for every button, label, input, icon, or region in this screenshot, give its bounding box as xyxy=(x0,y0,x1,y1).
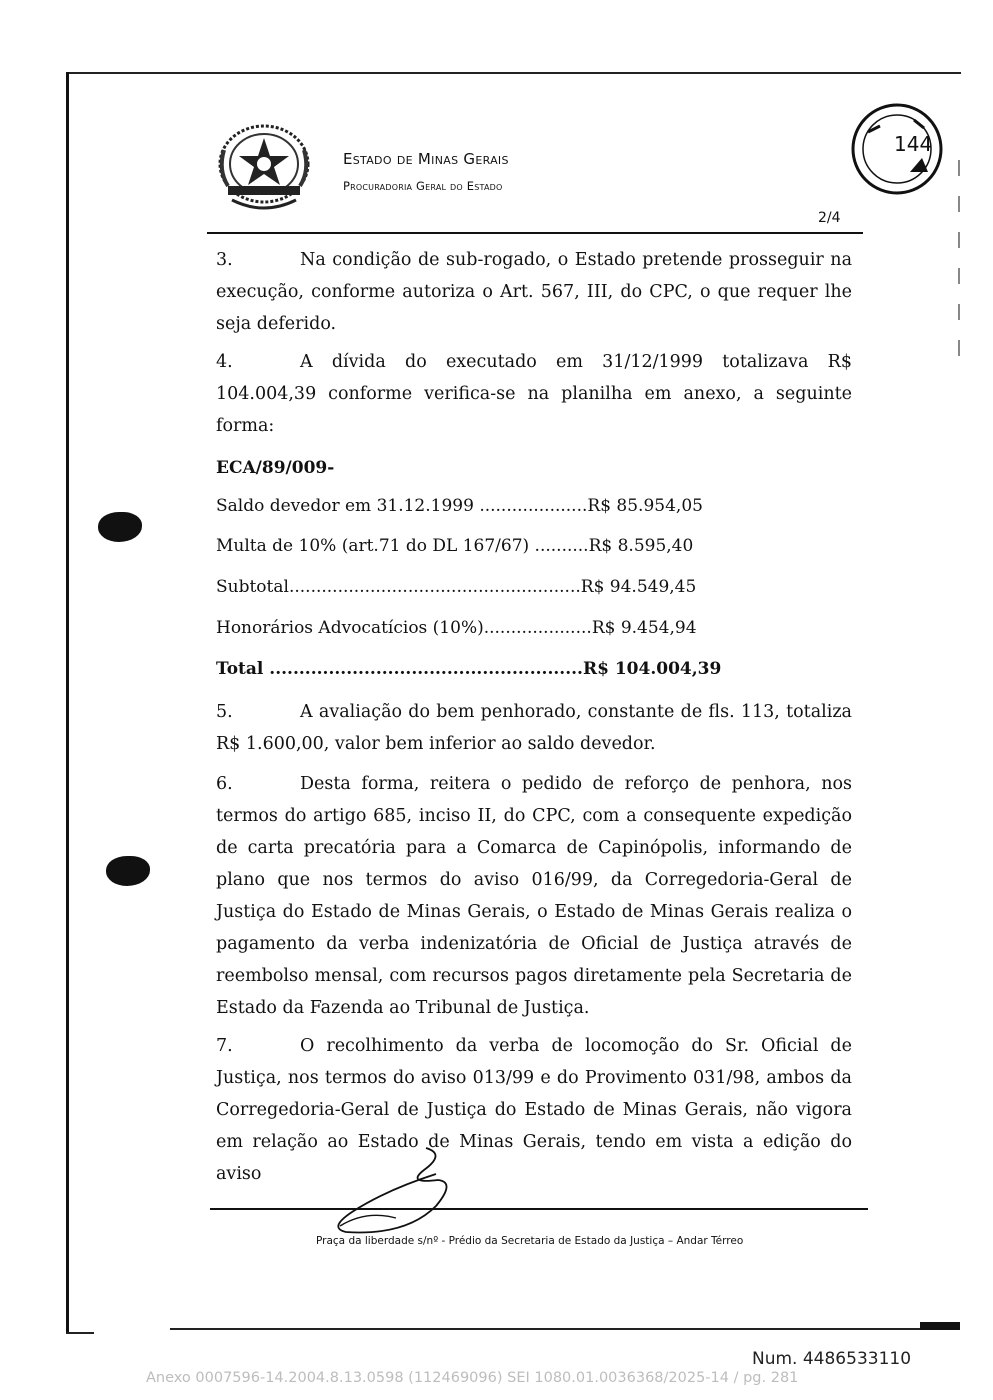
calc-row-saldo xyxy=(216,496,703,516)
punch-hole-icon xyxy=(98,512,142,542)
footer-rule xyxy=(210,1208,868,1210)
calc-row-value: R$ 8.595,40 xyxy=(588,536,694,556)
stamp-number: 144 xyxy=(894,132,933,156)
scan-frame-bottom-mark xyxy=(920,1322,960,1330)
calc-row-label: Subtotal...................................................... xyxy=(216,577,581,597)
calc-row-subtotal xyxy=(216,577,696,597)
paragraph-number: 3. xyxy=(216,250,233,270)
calc-row-label: Honorários Advocatícios (10%).................... xyxy=(216,618,592,638)
page-number: 2/4 xyxy=(818,210,841,226)
calc-row-value: R$ 9.454,94 xyxy=(591,618,697,638)
document-number: Num. 4486533110 xyxy=(752,1349,912,1369)
header-office: Procuradoria Geral do Estado xyxy=(343,179,503,193)
scan-frame-top xyxy=(68,72,961,74)
paragraph-text: Na condição de sub-rogado, o Estado pretende prosseguir na execução, conforme autoriza o Art. 567, III, do CPC, o que requer lhe seja deferido. xyxy=(216,250,852,334)
page-stamp xyxy=(850,102,944,196)
paragraph-number: 7. xyxy=(216,1036,233,1056)
paragraph-text: O recolhimento da verba de locomoção do Sr. Oficial de Justiça, nos termos do aviso 013/99 e do Provimento 031/98, ambos da Corregedoria-Geral de Justiça do Estado de Minas Gerais, não vigora em relação ao Estado de Minas Gerais, tendo em vista a edição do aviso xyxy=(216,1036,852,1184)
paragraph-number: 6. xyxy=(216,774,233,794)
calc-row-value: R$ 94.549,45 xyxy=(580,577,697,597)
punch-hole-icon xyxy=(106,856,150,886)
header-state: Estado de Minas Gerais xyxy=(343,150,509,168)
calc-row-value: R$ 85.954,05 xyxy=(587,496,703,516)
footer-address: Praça da liberdade s/nº - Prédio da Secretaria de Estado da Justiça – Andar Térreo xyxy=(316,1235,744,1247)
calc-row-label: Saldo devedor em 31.12.1999 .................... xyxy=(216,496,588,516)
paragraph-5 xyxy=(216,696,852,760)
paragraph-7 xyxy=(216,1030,852,1190)
scan-frame-bottom-left xyxy=(66,1332,94,1334)
paragraph-text: A dívida do executado em 31/12/1999 totalizava R$ 104.004,39 conforme verifica-se na planilha em anexo, a seguinte forma: xyxy=(216,352,852,436)
calc-row-multa xyxy=(216,536,693,556)
header-rule xyxy=(207,232,863,234)
annex-reference: Anexo 0007596-14.2004.8.13.0598 (112469096) SEI 1080.01.0036368/2025-14 / pg. 281 xyxy=(146,1370,799,1386)
calc-row-label: Multa de 10% (art.71 do DL 167/67) .......... xyxy=(216,536,589,556)
paragraph-number: 5. xyxy=(216,702,233,722)
calc-row-value: R$ 104.004,39 xyxy=(582,659,722,679)
calc-heading: ECA/89/009- xyxy=(216,458,335,478)
paragraph-number: 4. xyxy=(216,352,233,372)
scan-edge-marks xyxy=(958,160,960,360)
paragraph-text: A avaliação do bem penhorado, constante de fls. 113, totaliza R$ 1.600,00, valor bem inferior ao saldo devedor. xyxy=(216,702,852,754)
calc-row-label: Total ..................................................... xyxy=(216,659,583,679)
scan-frame-bottom xyxy=(170,1328,960,1330)
paragraph-3 xyxy=(216,244,852,340)
calc-row-total xyxy=(216,659,721,679)
calc-row-honorarios xyxy=(216,618,697,638)
paragraph-6 xyxy=(216,768,852,1024)
scan-frame-left xyxy=(66,72,69,1334)
paragraph-4 xyxy=(216,346,852,442)
coat-of-arms-icon xyxy=(214,120,314,216)
paragraph-text: Desta forma, reitera o pedido de reforço de penhora, nos termos do artigo 685, inciso II, do CPC, com a consequente expedição de carta precatória para a Comarca de Capinópolis, informando de plano que nos termos do aviso 016/99, da Corregedoria-Geral de Justiça do Estado de Minas Gerais, o Estado de Minas Gerais realiza o pagamento da verba indenizatória de Oficial de Justiça através de reembolso mensal, com recursos pagos diretamente pela Secretaria de Estado da Fazenda ao Tribunal de Justiça. xyxy=(216,774,852,1018)
signature-icon xyxy=(326,1140,466,1250)
